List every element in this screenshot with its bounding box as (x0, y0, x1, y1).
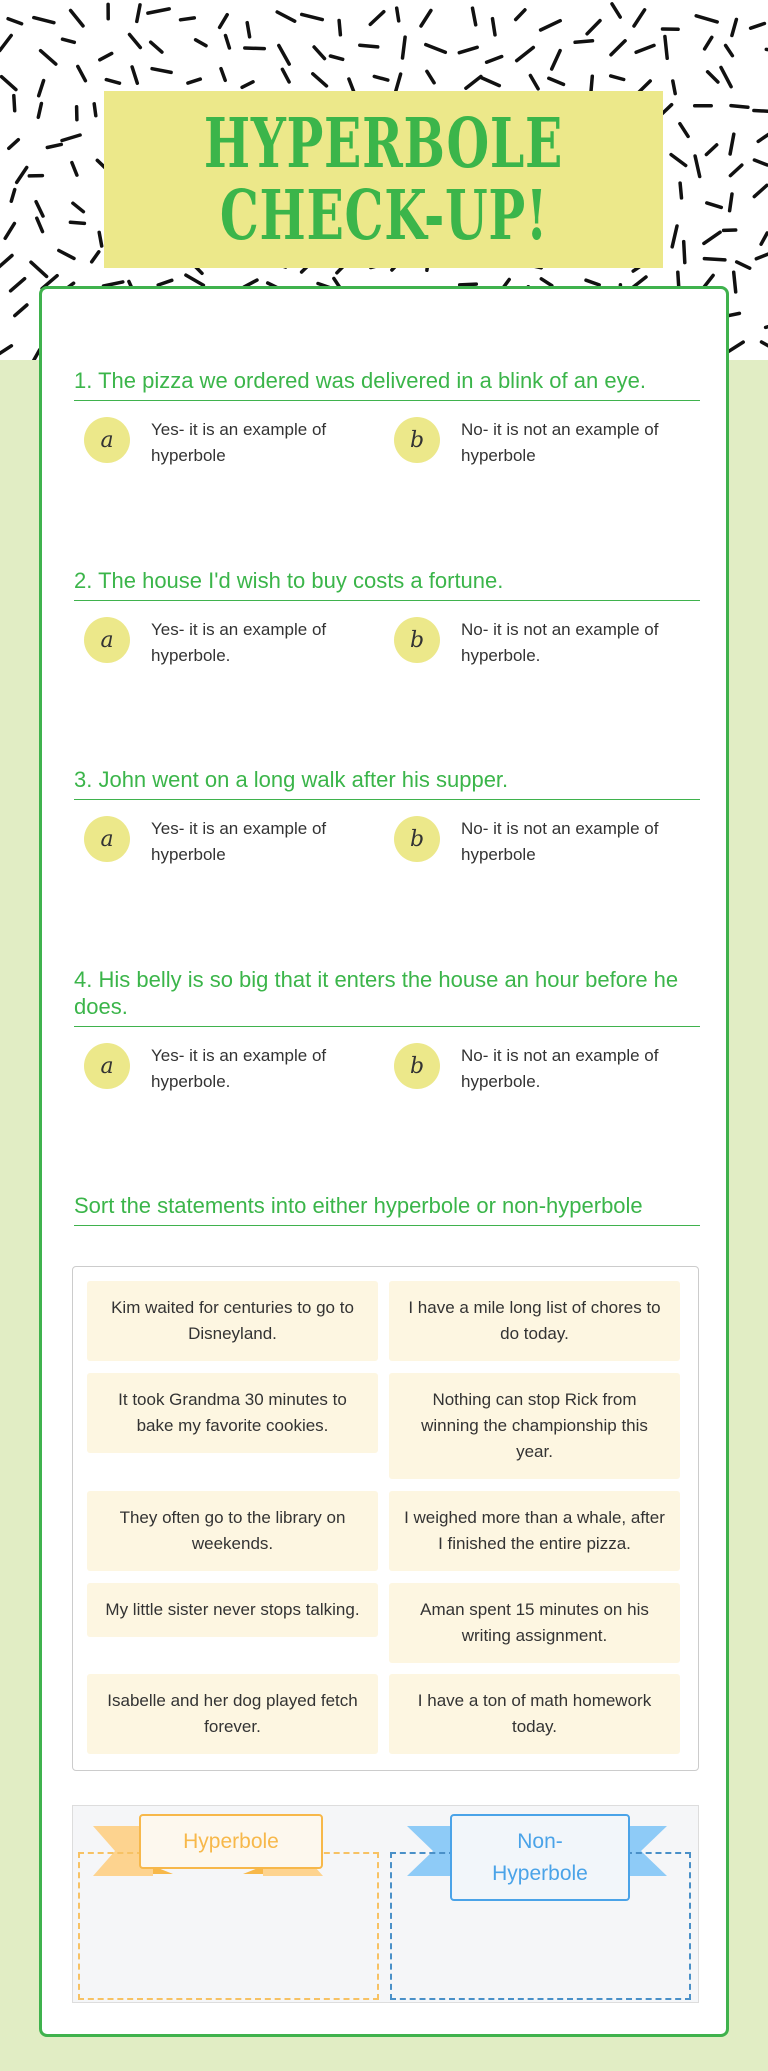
sort-statement-card[interactable]: Nothing can stop Rick from winning the championship this year. (389, 1373, 680, 1479)
option-a[interactable] (74, 1043, 384, 1095)
question-2 (74, 567, 700, 669)
question-text: 3. John went on a long walk after his supper. (74, 766, 700, 800)
question-text: 2. The house I'd wish to buy costs a fortune. (74, 567, 700, 601)
option-letter-badge: a (84, 617, 130, 663)
question-4 (74, 966, 700, 1095)
sort-heading: Sort the statements into either hyperbole or non-hyperbole (74, 1192, 700, 1226)
sort-statement-card[interactable]: Aman spent 15 minutes on his writing assignment. (389, 1583, 680, 1663)
title-line-2: CHECK-UP! (219, 175, 548, 256)
title-line-1: HYPERBOLE (203, 103, 564, 184)
sort-statement-card[interactable]: Kim waited for centuries to go to Disneyland. (87, 1281, 378, 1361)
sort-items-area (72, 1266, 699, 1771)
sort-statement-card[interactable]: I have a ton of math homework today. (389, 1674, 680, 1754)
option-text: No- it is not an example of hyperbole (461, 819, 659, 864)
sort-section (74, 1192, 700, 1226)
option-letter-badge: a (84, 816, 130, 862)
hyperbole-drop-zone[interactable] (78, 1852, 379, 2000)
option-letter-badge: a (84, 417, 130, 463)
option-b[interactable] (384, 417, 694, 469)
option-letter-badge: b (394, 417, 440, 463)
option-text: No- it is not an example of hyperbole. (461, 1046, 659, 1091)
sort-statement-card[interactable]: They often go to the library on weekends. (87, 1491, 378, 1571)
sort-statement-card[interactable]: I have a mile long list of chores to do today. (389, 1281, 680, 1361)
option-a[interactable] (74, 617, 384, 669)
option-a[interactable] (74, 417, 384, 469)
non-hyperbole-label: Non-Hyperbole (450, 1814, 630, 1901)
option-b[interactable] (384, 1043, 694, 1095)
option-letter-badge: b (394, 816, 440, 862)
title-banner (104, 91, 663, 268)
hyperbole-label: Hyperbole (139, 1814, 323, 1869)
sort-statement-card[interactable]: My little sister never stops talking. (87, 1583, 378, 1637)
sort-statement-card[interactable]: Isabelle and her dog played fetch forever. (87, 1674, 378, 1754)
option-text: Yes- it is an example of hyperbole. (151, 1046, 327, 1091)
option-b[interactable] (384, 816, 694, 868)
option-letter-badge: a (84, 1043, 130, 1089)
option-b[interactable] (384, 617, 694, 669)
option-text: Yes- it is an example of hyperbole (151, 819, 327, 864)
quiz-card (39, 286, 729, 2037)
option-text: Yes- it is an example of hyperbole (151, 420, 327, 465)
question-text: 4. His belly is so big that it enters the house an hour before he does. (74, 966, 700, 1027)
option-text: No- it is not an example of hyperbole. (461, 620, 659, 665)
question-text: 1. The pizza we ordered was delivered in a blink of an eye. (74, 367, 700, 401)
sort-statement-card[interactable]: It took Grandma 30 minutes to bake my favorite cookies. (87, 1373, 378, 1453)
option-text: Yes- it is an example of hyperbole. (151, 620, 327, 665)
option-a[interactable] (74, 816, 384, 868)
option-letter-badge: b (394, 1043, 440, 1089)
sort-statement-card[interactable]: I weighed more than a whale, after I finished the entire pizza. (389, 1491, 680, 1571)
question-3 (74, 766, 700, 868)
option-letter-badge: b (394, 617, 440, 663)
sort-bins (72, 1805, 699, 2003)
option-text: No- it is not an example of hyperbole (461, 420, 659, 465)
question-1 (74, 367, 700, 469)
